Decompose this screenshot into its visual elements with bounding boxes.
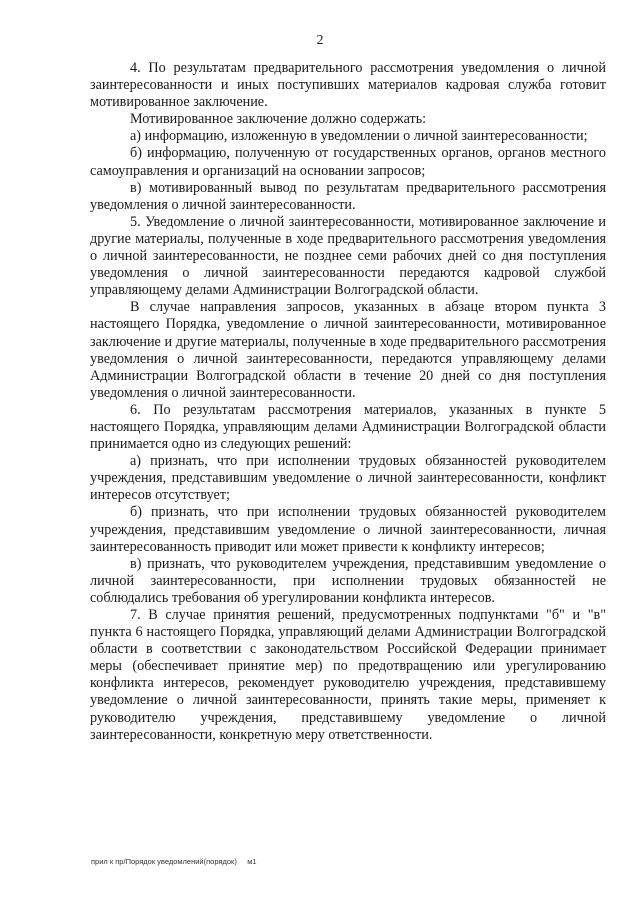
paragraph-5-requests: В случае направления запросов, указанных в абзаце втором пункта 3 настоящего Порядка, уведомление о личной заинтересованности, мотивированное заключение и другие материалы, полученные в ходе предварительного рассмотрения уведомления о личной заинтересованности, передаются управляющему делами Администрации Волгоградской области в течение 20 дней со дня поступления уведомления о личной заинтересованности. [90, 299, 606, 401]
paragraph-5: 5. Уведомление о личной заинтересованности, мотивированное заключение и другие материалы, полученные в ходе предварительного рассмотрения уведомления о личной заинтересованности, не позднее семи рабочих дней со дня поступления уведомления о личной заинтересованности передаются кадровой службой управляющему делами Администрации Волгоградской области. [90, 213, 606, 299]
paragraph-conclusion-b: б) информацию, полученную от государственных органов, органов местного самоуправления и организаций на основании запросов; [90, 145, 606, 179]
footer-file-reference: прил к пр/Порядок уведомлений(порядок) м1 [91, 857, 257, 866]
paragraph-6-c: в) признать, что руководителем учреждения, представившим уведомление о личной заинтересованности, при исполнении трудовых обязанностей не соблюдались требования об урегулировании конфликта интересов. [90, 555, 606, 606]
paragraph-6-a: а) признать, что при исполнении трудовых обязанностей руководителем учреждения, представившим уведомление о личной заинтересованности, конфликт интересов отсутствует; [90, 453, 606, 504]
paragraph-4-intro: 4. По результатам предварительного рассмотрения уведомления о личной заинтересованности и иных поступивших материалов кадровая служба готовит мотивированное заключение. [90, 60, 606, 111]
paragraph-6-b: б) признать, что при исполнении трудовых обязанностей руководителем учреждения, представившим уведомление о личной заинтересованности, личная заинтересованность приводит или может привести к конфликту интересов; [90, 504, 606, 555]
paragraph-7: 7. В случае принятия решений, предусмотренных подпунктами "б" и "в" пункта 6 настоящего Порядка, управляющий делами Администрации Волгоградской области в соответствии с законодательством Российской Федерации принимает меры (обеспечивает принятие мер) по предотвращению или урегулированию конфликта интересов, рекомендует руководителю учреждения, представившему уведомление о личной заинтересованности, принять такие меры, применяет к руководителю учреждения, представившему уведомление о личной заинтересованности, конкретную меру ответственности. [90, 607, 606, 743]
paragraph-conclusion-c: в) мотивированный вывод по результатам предварительного рассмотрения уведомления о личной заинтересованности. [90, 179, 606, 213]
paragraph-6: 6. По результатам рассмотрения материалов, указанных в пункте 5 настоящего Порядка, управляющим делами Администрации Волгоградской области принимается одно из следующих решений: [90, 401, 606, 453]
page-number: 2 [316, 33, 324, 48]
document-body [90, 60, 606, 744]
paragraph-conclusion-contents: Мотивированное заключение должно содержать: [130, 111, 427, 128]
paragraph-conclusion-a: а) информацию, изложенную в уведомлении о личной заинтересованности; [130, 128, 588, 145]
